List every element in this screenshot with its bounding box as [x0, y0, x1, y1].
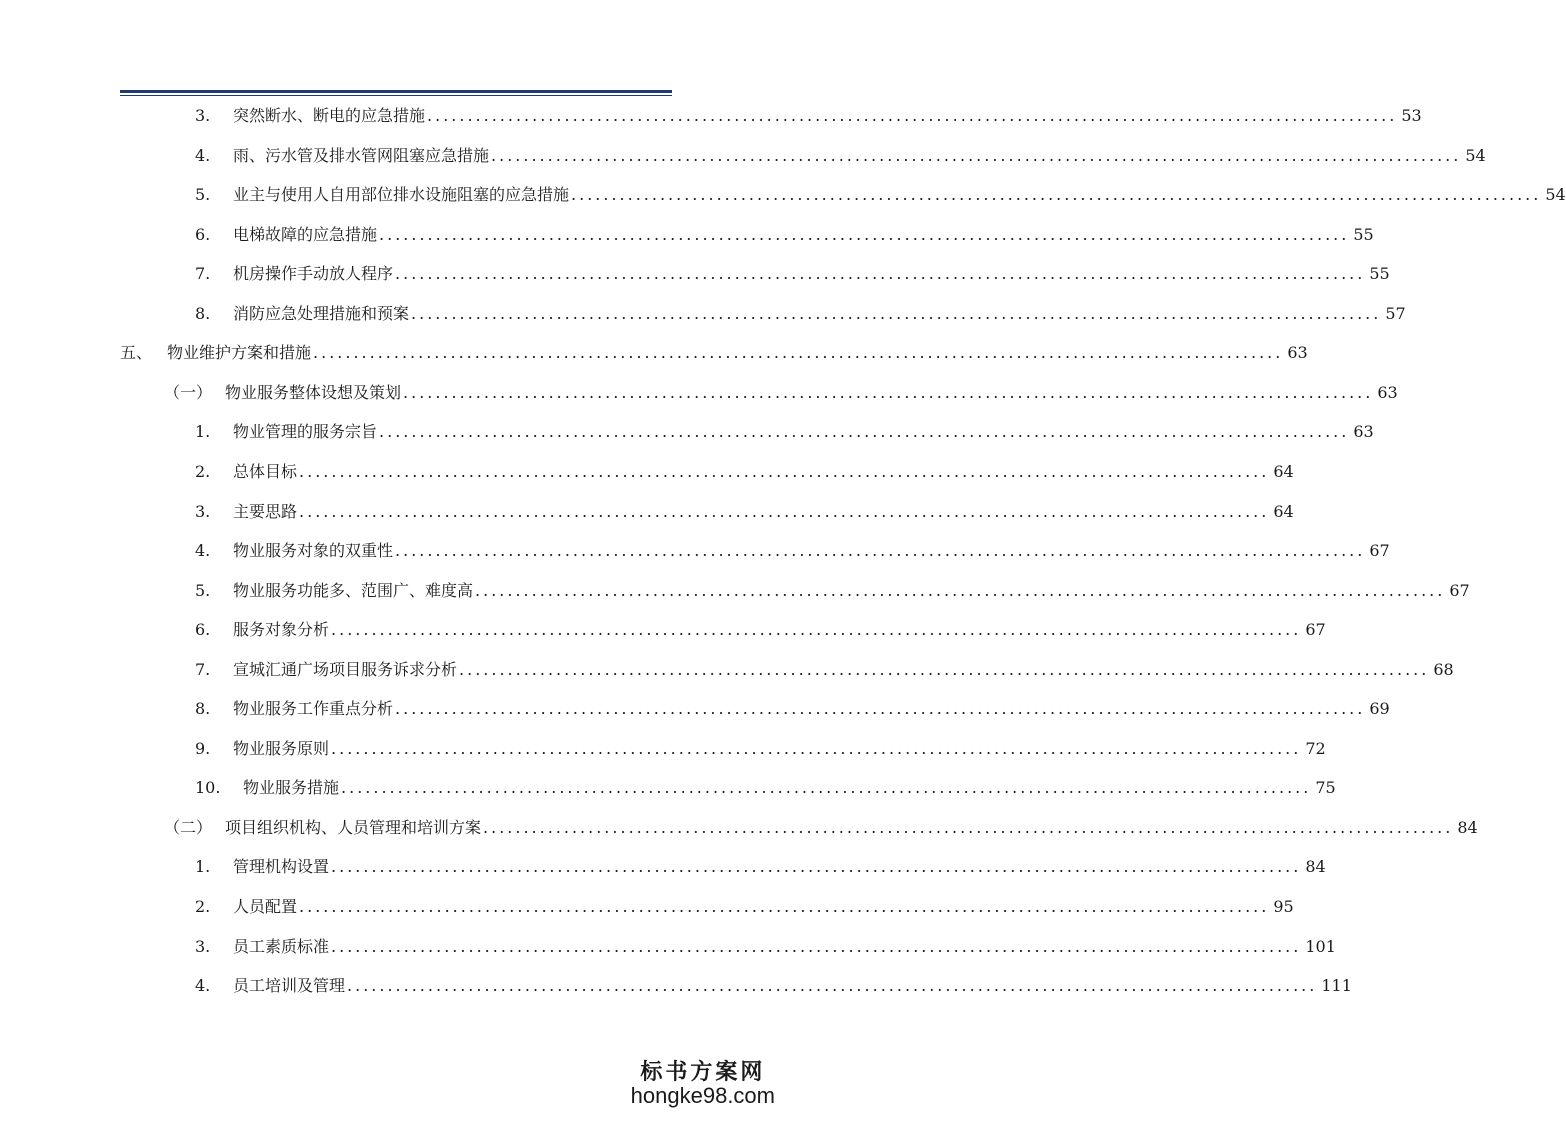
toc-entry-number: 4.	[195, 976, 211, 996]
toc-leader-dots: ........................................................................................................................	[571, 185, 1542, 205]
toc-entry-number: 1.	[195, 857, 211, 877]
toc-entry-title: 机房操作手动放人程序	[233, 264, 394, 284]
toc-leader-dots: ........................................................................................................................	[331, 620, 1302, 640]
toc-entry-title: 物业服务措施	[243, 778, 340, 798]
toc-entry[interactable]	[195, 697, 1390, 721]
toc-entry-number: 4.	[195, 541, 211, 561]
toc-entry-title: 物业管理的服务宗旨	[233, 422, 378, 442]
toc-leader-dots: ........................................................................................................................	[331, 738, 1302, 758]
toc-entry-title: 主要思路	[233, 501, 298, 521]
toc-entry-page: 72	[1305, 738, 1326, 758]
toc-entry[interactable]	[164, 816, 1478, 840]
toc-entry-title: 项目组织机构、人员管理和培训方案	[225, 817, 482, 837]
toc-entry-title: 物业服务整体设想及策划	[225, 382, 402, 402]
toc-entry-number: 5.	[195, 185, 211, 205]
toc-entry-title: 服务对象分析	[233, 620, 330, 640]
toc-entry-title: 物业服务对象的双重性	[233, 541, 394, 561]
toc-leader-dots: ........................................................................................................................	[475, 580, 1446, 600]
toc-leader-dots: ........................................................................................................................	[299, 501, 1270, 521]
toc-entry[interactable]	[195, 223, 1374, 247]
toc-entry-page: 67	[1305, 620, 1326, 640]
toc-entry-number: 3.	[195, 501, 211, 521]
toc-entry[interactable]	[195, 262, 1390, 286]
toc-entry[interactable]	[120, 341, 1308, 365]
toc-entry-number: 7.	[195, 659, 211, 679]
toc-leader-dots: ........................................................................................................................	[395, 264, 1366, 284]
toc-entry-page: 67	[1449, 580, 1470, 600]
toc-entry-number: 9.	[195, 738, 211, 758]
toc-entry[interactable]	[195, 579, 1470, 603]
toc-entry[interactable]	[195, 183, 1566, 207]
toc-entry[interactable]	[195, 500, 1294, 524]
toc-leader-dots: ........................................................................................................................	[459, 659, 1430, 679]
toc-entry-page: 84	[1457, 817, 1478, 837]
toc-entry-page: 67	[1369, 541, 1390, 561]
toc-entry-number: （一）	[164, 382, 213, 402]
toc-entry-page: 63	[1287, 343, 1308, 363]
toc-leader-dots: ........................................................................................................................	[395, 699, 1366, 719]
toc-entry[interactable]	[195, 144, 1486, 168]
toc-entry[interactable]	[195, 855, 1326, 879]
toc-entry-number: 2.	[195, 897, 211, 916]
toc-entry-number: 3.	[195, 936, 211, 956]
toc-leader-dots: ........................................................................................................................	[331, 936, 1302, 956]
toc-entry-number: 8.	[195, 303, 211, 323]
toc-entry-page: 63	[1353, 422, 1374, 442]
toc-entry[interactable]	[195, 460, 1294, 484]
toc-entry-title: 人员配置	[233, 897, 298, 916]
toc-entry[interactable]	[195, 935, 1336, 959]
watermark-url: hongke98.com	[630, 1082, 775, 1108]
toc-entry[interactable]	[195, 974, 1352, 998]
toc-entry-title: 突然断水、断电的应急措施	[233, 106, 426, 125]
toc-entry[interactable]	[164, 381, 1398, 405]
toc-leader-dots: ........................................................................................................................	[299, 897, 1270, 916]
toc-entry[interactable]	[195, 895, 1294, 919]
toc-leader-dots: ........................................................................................................................	[331, 857, 1302, 877]
toc-leader-dots: ........................................................................................................................	[379, 224, 1350, 244]
toc-entry-number: 10.	[195, 778, 221, 798]
toc-entry-title: 电梯故障的应急措施	[233, 224, 378, 244]
toc-entry-page: 84	[1305, 857, 1326, 877]
toc-entry-title: 雨、污水管及排水管网阻塞应急措施	[233, 145, 490, 165]
toc-entry-title: 员工素质标准	[233, 936, 330, 956]
toc-entry-page: 57	[1385, 303, 1406, 323]
toc-leader-dots: ........................................................................................................................	[403, 382, 1374, 402]
toc-entry[interactable]	[195, 618, 1326, 642]
toc-entry[interactable]	[195, 539, 1390, 563]
toc-entry-title: 物业服务原则	[233, 738, 330, 758]
toc-entry-page: 75	[1315, 778, 1336, 798]
toc-entry-number: 7.	[195, 264, 211, 284]
toc-entry-number: 6.	[195, 620, 211, 640]
toc-entry-number: 8.	[195, 699, 211, 719]
toc-entry-number: 五、	[120, 343, 153, 363]
toc-entry-page: 64	[1273, 461, 1294, 481]
toc-entry[interactable]	[195, 776, 1336, 800]
toc-entry-page: 54	[1545, 185, 1566, 205]
toc-entry-number: 1.	[195, 422, 211, 442]
toc-entry-number: 2.	[195, 461, 211, 481]
toc-entry-title: 物业维护方案和措施	[167, 343, 312, 363]
header-rule	[120, 90, 672, 93]
toc-entry-title: 消防应急处理措施和预案	[233, 303, 410, 323]
toc-leader-dots: ........................................................................................................................	[341, 778, 1312, 798]
toc-entry-page: 69	[1369, 699, 1390, 719]
toc-entry[interactable]	[195, 658, 1454, 682]
toc-entry-page: 95	[1273, 897, 1294, 916]
toc-entry-number: 4.	[195, 145, 211, 165]
toc-entry[interactable]	[195, 104, 1422, 128]
toc-entry-page: 111	[1321, 976, 1352, 996]
toc-entry-page: 53	[1401, 106, 1422, 125]
toc-entry-title: 物业服务功能多、范围广、难度高	[233, 580, 474, 600]
toc-entry-number: 6.	[195, 224, 211, 244]
toc-entry-number: 5.	[195, 580, 211, 600]
toc-leader-dots: ........................................................................................................................	[313, 343, 1284, 363]
toc-leader-dots: ........................................................................................................................	[491, 145, 1462, 165]
toc-leader-dots: ........................................................................................................................	[347, 976, 1318, 996]
toc-leader-dots: ........................................................................................................................	[411, 303, 1382, 323]
toc-entry[interactable]	[195, 420, 1374, 444]
toc-entry-page: 55	[1369, 264, 1390, 284]
toc-entry-title: 管理机构设置	[233, 857, 330, 877]
watermark	[631, 1060, 775, 1108]
toc-entry-number: （二）	[164, 817, 213, 837]
watermark-name: 标书方案网	[640, 1058, 766, 1085]
toc-entry-page: 101	[1305, 936, 1336, 956]
toc-entry-title: 宣城汇通广场项目服务诉求分析	[233, 659, 458, 679]
toc-entry-page: 63	[1377, 382, 1398, 402]
toc-entry-title: 员工培训及管理	[233, 976, 346, 996]
toc-entry-page: 68	[1433, 659, 1454, 679]
toc-leader-dots: ........................................................................................................................	[299, 461, 1270, 481]
header-rule-thin	[120, 95, 672, 96]
toc-entry-title: 总体目标	[233, 461, 298, 481]
toc-entry-page: 55	[1353, 224, 1374, 244]
toc-entry[interactable]	[195, 302, 1406, 326]
toc-entry-title: 物业服务工作重点分析	[233, 699, 394, 719]
toc-entry-page: 54	[1465, 145, 1486, 165]
toc-leader-dots: ........................................................................................................................	[483, 817, 1454, 837]
toc-leader-dots: ........................................................................................................................	[379, 422, 1350, 442]
toc-entry-number: 3.	[195, 106, 211, 125]
toc-entry-title: 业主与使用人自用部位排水设施阻塞的应急措施	[233, 185, 570, 205]
toc-leader-dots: ........................................................................................................................	[395, 541, 1366, 561]
toc-leader-dots: ........................................................................................................................	[427, 106, 1398, 125]
toc-entry[interactable]	[195, 737, 1326, 761]
toc-entry-page: 64	[1273, 501, 1294, 521]
